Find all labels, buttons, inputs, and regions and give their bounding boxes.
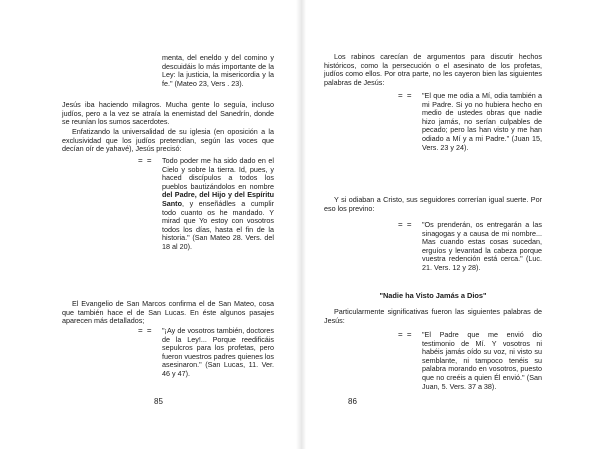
quote-marker: = =	[138, 326, 153, 335]
quote-marker: = =	[398, 91, 413, 100]
paragraph-significativas: Particularmente significativas fueron las siguientes palabras de Jesús:	[324, 307, 542, 325]
quote-lucas-11: "¡Ay de vosotros también, doctores de la Ley!... Porque reedificáis sepulcros para los profetas, pero fueron vuestros padres quienes los asesinaron." (San Lucas, 11. Ver. 46 y 47).	[162, 326, 274, 378]
quote-marker: = =	[398, 330, 413, 339]
quote-text-part: Todo poder me ha sido dado en el Cielo y sobre la tierra. Id, pues, y haced discípulos a todos los pueblos bautizándolos en nombre	[162, 156, 274, 191]
quote-juan-5: "El Padre que me envió dio testimonio de Mí. Y vosotros ni habéis jamás oído su voz, ni visto su semblante, ni tampoco tenéis su palabra morando en vosotros, puesto que no creéis a quien Él envió." (San Juan, 5. Vers. 37 a 38).	[422, 330, 542, 391]
page-number: 85	[154, 397, 163, 406]
quote-marker: = =	[398, 220, 413, 229]
quote-juan-15: "El que me odia a Mí, odia también a mi Padre. Si yo no hubiera hecho en medio de ustedes obras que nadie hizo jamás, no serían culpables de pecado; pero las han visto y me han odiado a Mí y a mi Padre." (Juan 15, Vers. 23 y 24).	[422, 91, 542, 152]
paragraph-miracles: Jesús iba haciendo milagros. Mucha gente lo seguía, incluso judíos, pero a la vez se atraía la enemistad del Sanedrín, donde se reunían los sumos sacerdotes.	[62, 100, 274, 127]
paragraph-universality: Enfatizando la universalidad de su iglesia (en oposición a la exclusividad que los judíos pretendían, según las voces que decían oír de yahavé), Jesús precisó:	[62, 127, 274, 154]
quote-emphasis-trinity: del Padre, del Hijo y del Espíritu Santo	[162, 190, 274, 208]
paragraph-odiaban: Y si odiaban a Cristo, sus seguidores correrían igual suerte. Por eso los previno:	[324, 195, 542, 213]
quote-text-part: , y enseñádles a cumplir todo cuanto os he mandado. Y mirad que Yo estoy con vosotros todos los días, hasta el fin de la historia." (San Mateo 28. Vers. del 18 al 20).	[162, 198, 274, 251]
section-heading: "Nadie ha Visto Jamás a Dios"	[379, 291, 487, 300]
quote-lucas-21: "Os prenderán, os entregarán a las sinagogas y a causa de mi nombre... Mas cuando estas cosas sucedan, erguíos y levantad la cabeza porque vuestra redención está cerca." (Luc. 21. Vers. 12 y 28).	[422, 220, 542, 272]
quote-mateo-23-tail: menta, del eneldo y del comino y descuidáis lo más importante de la Ley: la justicia, la misericordia y la fe." (Mateo 23, Vers . 23).	[162, 53, 274, 88]
quote-marker: = =	[138, 156, 153, 165]
paragraph-san-marcos: El Evangelio de San Marcos confirma el de San Mateo, cosa que también hace el de San Lucas. En éste algunos pasajes aparecen más detallados;	[62, 299, 274, 326]
paragraph-rabinos: Los rabinos carecían de argumentos para discutir hechos históricos, como la persecución o el asesinato de los profetas, judíos como ellos. Por otra parte, no les cayeron bien las siguientes palabras de Jesús:	[324, 52, 542, 87]
right-page	[302, 0, 600, 449]
quote-mateo-28	[162, 157, 274, 252]
left-page	[0, 0, 298, 449]
page-number: 86	[348, 397, 357, 406]
